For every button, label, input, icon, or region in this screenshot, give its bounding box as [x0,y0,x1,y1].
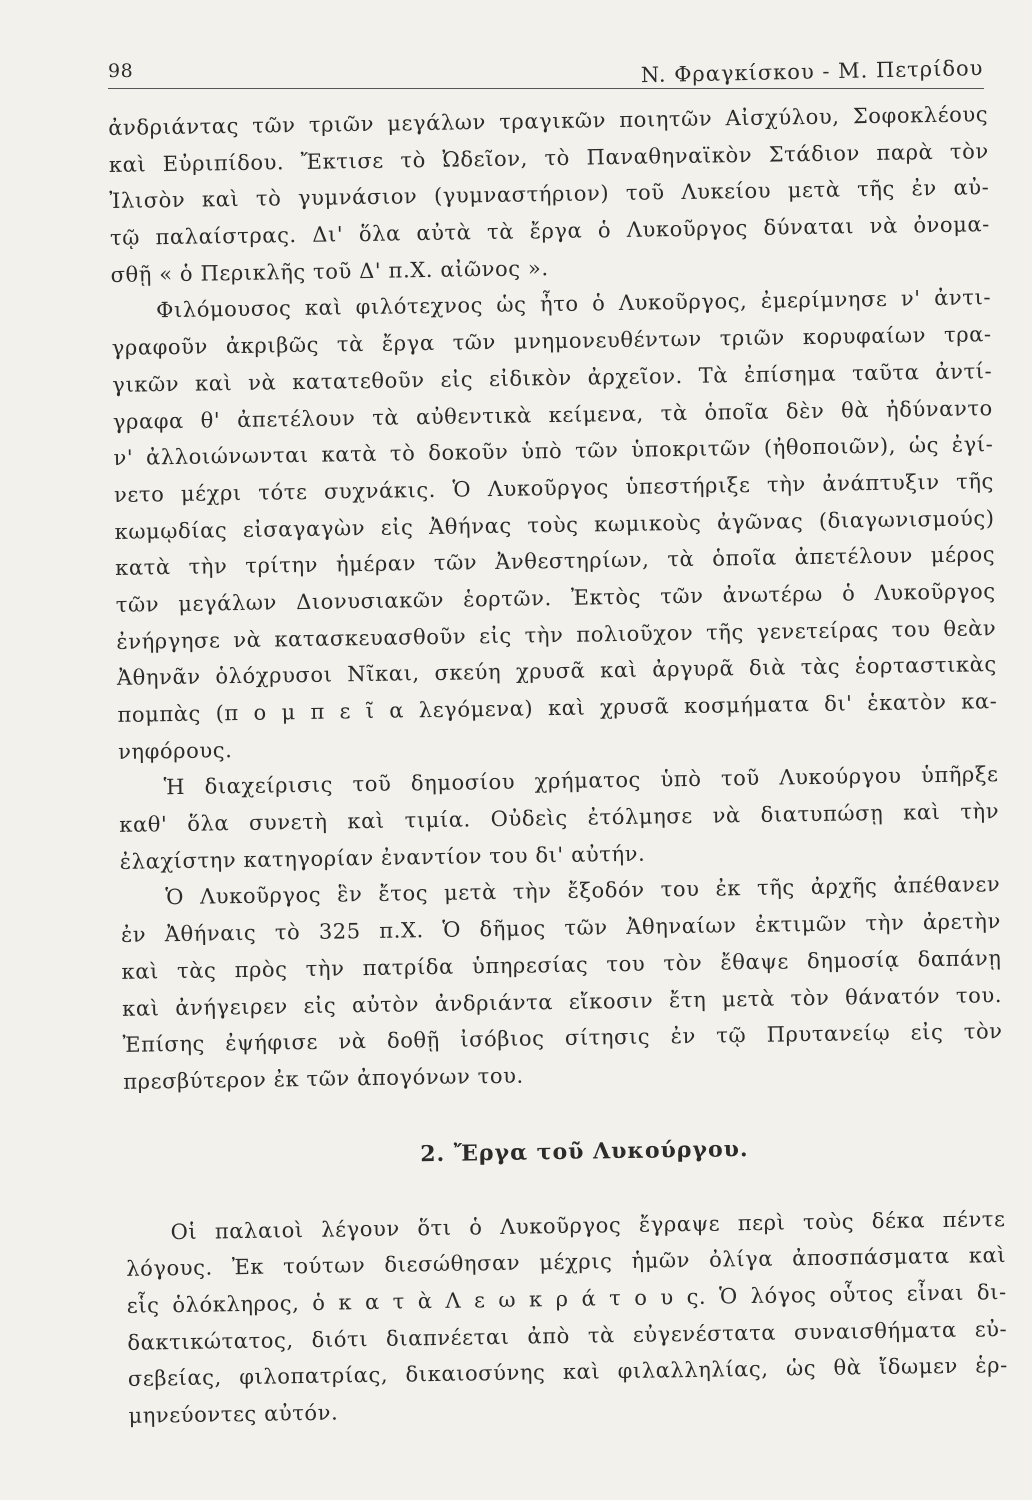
text-line: τῶν μεγάλων Διονυσιακῶν ἑορτῶν. Ἐκτὸς τῶν ἀνωτέρω ὁ Λυκοῦργος [115,579,996,617]
text-line: Ἐπίσης ἐψήφισε νὰ δοθῇ ἰσόβιος σίτησις ἐν τῷ Πρυτανείῳ εἰς τὸν [122,1019,1003,1058]
text-line: ν' ἀλλοιώνωνται κατὰ τὸ δοκοῦν ὑπὸ τῶν ὑποκριτῶν (ἠθοποιῶν), ὡς ἐγί- [113,432,994,471]
text-line: γραφα θ' ἀπετέλουν τὰ αὐθεντικὰ κείμενα, τὰ ὁποῖα δὲν θὰ ἠδύναντο [112,395,993,434]
text-line: καὶ ἀνήγειρεν εἰς αὐτὸν ἀνδριάντα εἴκοσιν ἔτη μετὰ τὸν θάνατόν του. [121,982,1003,1021]
text-line: κατὰ τὴν τρίτην ἡμέραν τῶν Ἀνθεστηρίων, τὰ ὁποῖα ἀπετέλουν μέρος [115,542,996,581]
page-header [108,40,984,89]
running-head: N. Φραγκίσκου - Μ. Πετρίδου [640,56,984,88]
section-heading: 2. Ἔργα τοῦ Λυκούργου. [420,1135,749,1167]
text-line: καὶ Εὐριπίδου. Ἔκτισε τὸ Ὠδεῖον, τὸ Παναθηναϊκὸν Στάδιον παρὰ τὸν [108,138,989,177]
text-line: γικῶν καὶ νὰ κατατεθοῦν εἰς εἰδικὸν ἀρχεῖον. Τὰ ἐπίσημα ταῦτα ἀντί- [112,358,993,397]
text-line: ἀνδριάντας τῶν τριῶν μεγάλων τραγικῶν ποιητῶν Αἰσχύλου, Σοφοκλέους [108,102,989,140]
text-line: σθῇ « ὁ Περικλῆς τοῦ Δ' π.Χ. αἰῶνος ». [110,255,549,287]
text-line: δακτικώτατος, διότι διαπνέεται ἀπὸ τὰ εὐγενέστατα συναισθήματα εὐ- [127,1316,1008,1355]
text-line: νετο μέχρι τότε συχνάκις. Ὁ Λυκοῦργος ὑπεστήριξε τὴν ἀνάπτυξιν τῆς [113,469,995,507]
text-line: καὶ τὰς πρὸς τὴν πατρίδα ὑπηρεσίας του τὸν ἔθαψε δημοσίᾳ δαπάνῃ [121,945,1002,984]
text-line: Ἀθηνᾶν ὁλόχρυσοι Νῖκαι, σκεύη χρυσᾶ καὶ ἀργυρᾶ διὰ τὰς ἑορταστικὰς [116,652,998,691]
text-line: Ἰλισὸν καὶ τὸ γυμνάσιον (γυμναστήριον) τοῦ Λυκείου μετὰ τῆς ἐν αὐ- [109,175,990,214]
text-line: ἐνήργησε νὰ κατασκευασθοῦν εἰς τὴν πολιοῦχον τῆς γενετείρας του θεὰν [116,615,997,654]
page-number: 98 [108,60,134,82]
text-line: σεβείας, φιλοπατρίας, δικαιοσύνης καὶ φιλαλληλίας, ὡς θὰ ἴδωμεν ἑρ- [127,1353,1009,1392]
text-line: γραφοῦν ἀκριβῶς τὰ ἔργα τῶν μνημονευθέντων τριῶν κορυφαίων τρα- [111,322,992,361]
text-line: ἐλαχίστην κατηγορίαν ἐναντίον του δι' αὐτήν. [119,841,646,874]
text-line: πομπὰς (π ο μ π ε ῖ α λεγόμενα) καὶ χρυσᾶ κοσμήματα δι' ἑκατὸν κα- [117,689,998,727]
text-line: Ἡ διαχείρισις τοῦ δημοσίου χρήματος ὑπὸ τοῦ Λυκούργου ὑπῆρξε [163,762,999,800]
text-line: τῷ παλαίστρας. Δι' ὅλα αὐτὰ τὰ ἔργα ὁ Λυκοῦργος δύναται νὰ ὀνομα- [109,212,991,251]
text-line: Φιλόμουσος καὶ φιλότεχνος ὡς ἦτο ὁ Λυκοῦργος, ἐμερίμνησε ν' ἀντι- [155,285,992,323]
text-line: ἐν Ἀθήναις τὸ 325 π.Χ. Ὁ δῆμος τῶν Ἀθηναίων ἐκτιμῶν τὴν ἀρετὴν [120,909,1002,948]
text-line: καθ' ὅλα συνετὴ καὶ τιμία. Οὐδεὶς ἐτόλμησε νὰ διατυπώσῃ καὶ τὴν [119,799,1000,837]
text-line: εἷς ὁλόκληρος, ὁ κ α τ ὰ Λ ε ω κ ρ ά τ ο υ ς. Ὁ λόγος οὗτος εἶναι δι- [126,1279,1007,1318]
text-line: Οἱ παλαιοὶ λέγουν ὅτι ὁ Λυκοῦργος ἔγραψε περὶ τοὺς δέκα πέντε [170,1206,1006,1244]
text-line: πρεσβύτερον ἐκ τῶν ἀπογόνων του. [123,1063,524,1094]
text-line: κωμῳδίας εἰσαγαγὼν εἰς Ἀθήνας τοὺς κωμικοὺς ἀγῶνας (διαγωνισμούς) [114,505,995,544]
body-text [108,96,1009,1434]
text-line: Ὁ Λυκοῦργος ἓν ἔτος μετὰ τὴν ἔξοδόν του ἐκ τῆς ἀρχῆς ἀπέθανεν [165,872,1001,910]
text-line: λόγους. Ἐκ τούτων διεσώθησαν μέχρις ἡμῶν ὀλίγα ἀποσπάσματα καὶ [126,1243,1007,1282]
text-line: νηφόρους. [117,737,233,764]
text-line: μηνεύοντες αὐτόν. [128,1400,339,1428]
